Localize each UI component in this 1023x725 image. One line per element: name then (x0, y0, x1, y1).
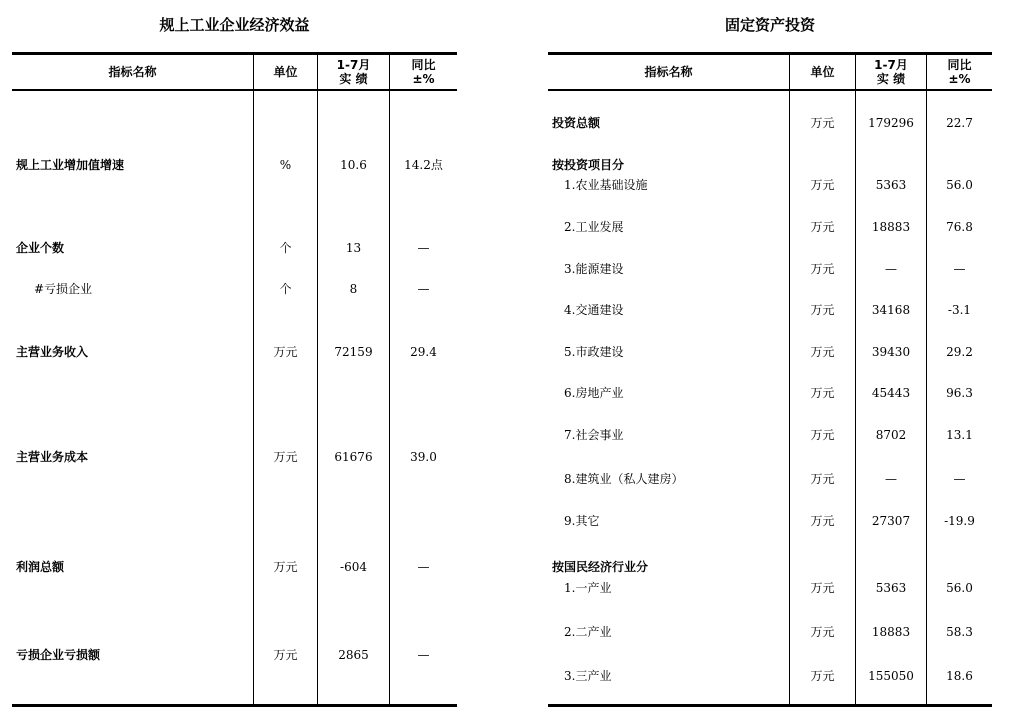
row-unit: 万元 (810, 345, 835, 359)
row-label: 亏损企业亏损额 (16, 648, 101, 662)
row-label: 8.建筑业（私人建房） (564, 472, 684, 486)
column-divider (253, 55, 254, 704)
column-divider (389, 55, 390, 704)
header-period: 1-7月 实 绩 (336, 58, 371, 86)
row-yoy: -3.1 (947, 303, 972, 317)
fixed-asset-investment-panel (548, 0, 992, 725)
row-yoy: 14.2点 (404, 158, 443, 172)
row-yoy: 56.0 (946, 178, 973, 192)
row-label: #亏损企业 (34, 282, 93, 296)
row-yoy: — (417, 282, 430, 296)
row-unit: 万元 (273, 560, 298, 574)
row-yoy: — (417, 648, 430, 662)
row-unit: 万元 (810, 472, 835, 486)
row-yoy: 39.0 (410, 450, 437, 464)
row-label: 投资总额 (552, 116, 601, 130)
row-yoy: — (953, 262, 966, 276)
row-yoy: 18.6 (946, 669, 973, 683)
row-yoy: 58.3 (946, 625, 973, 639)
row-value: — (885, 472, 897, 486)
row-label: 4.交通建设 (564, 303, 624, 317)
column-divider (855, 55, 856, 704)
row-unit: 万元 (810, 262, 835, 276)
row-unit: 万元 (273, 345, 298, 359)
row-value: -604 (340, 560, 367, 574)
row-label: 5.市政建设 (564, 345, 624, 359)
row-value: 39430 (871, 345, 911, 359)
industrial-benefit-panel (12, 0, 457, 725)
row-label: 主营业务收入 (16, 345, 89, 359)
row-yoy: -19.9 (944, 514, 975, 528)
row-unit: 万元 (810, 581, 835, 595)
row-label: 7.社会事业 (564, 428, 624, 442)
column-divider (789, 55, 790, 704)
row-unit: 个 (279, 282, 292, 296)
row-label: 主营业务成本 (16, 450, 89, 464)
row-value: 72159 (334, 345, 373, 359)
row-label: 3.三产业 (564, 669, 612, 683)
header-yoy: 同比 ±% (947, 58, 972, 86)
row-value: 179296 (868, 116, 914, 130)
section-heading-industry: 按国民经济行业分 (552, 560, 649, 574)
row-unit: 万元 (810, 514, 835, 528)
column-divider (926, 55, 927, 704)
header-unit: 单位 (273, 65, 298, 79)
row-value: 2865 (338, 648, 369, 662)
row-unit: 万元 (810, 428, 835, 442)
row-unit: 万元 (810, 303, 835, 317)
header-unit: 单位 (810, 65, 835, 79)
header-bottom-rule (12, 89, 457, 91)
row-unit: 万元 (810, 386, 835, 400)
row-unit: 万元 (810, 669, 835, 683)
row-unit: 万元 (810, 220, 835, 234)
row-value: — (885, 262, 897, 276)
row-unit: 万元 (810, 116, 835, 130)
header-period: 1-7月 实 绩 (874, 58, 908, 86)
row-unit: % (279, 158, 292, 172)
row-value: 155050 (868, 669, 914, 683)
row-yoy: 29.2 (946, 345, 973, 359)
row-value: 61676 (334, 450, 373, 464)
row-label: 2.二产业 (564, 625, 612, 639)
header-yoy: 同比 ±% (411, 58, 436, 86)
row-label: 企业个数 (16, 241, 65, 255)
row-yoy: 29.4 (410, 345, 437, 359)
row-label: 9.其它 (564, 514, 600, 528)
row-value: 5363 (875, 581, 907, 595)
row-label: 6.房地产业 (564, 386, 624, 400)
row-unit: 万元 (273, 648, 298, 662)
row-yoy: — (953, 472, 966, 486)
column-divider (317, 55, 318, 704)
row-label: 2.工业发展 (564, 220, 624, 234)
panel-title: 规上工业企业经济效益 (159, 16, 310, 34)
row-value: 45443 (871, 386, 911, 400)
header-name: 指标名称 (108, 65, 157, 79)
row-value: 27307 (871, 514, 911, 528)
table-bottom-rule (12, 704, 457, 707)
row-value: 18883 (871, 220, 911, 234)
table-bottom-rule (548, 704, 992, 707)
row-yoy: 96.3 (946, 386, 973, 400)
row-unit: 万元 (273, 450, 298, 464)
row-value: 13 (345, 241, 362, 255)
section-heading-project: 按投资项目分 (552, 158, 625, 172)
row-label: 3.能源建设 (564, 262, 624, 276)
row-value: 8 (349, 282, 358, 296)
row-yoy: 13.1 (946, 428, 973, 442)
row-yoy: — (417, 560, 430, 574)
row-unit: 万元 (810, 625, 835, 639)
row-value: 5363 (875, 178, 907, 192)
row-label: 1.一产业 (564, 581, 612, 595)
row-label: 规上工业增加值增速 (16, 158, 125, 172)
row-yoy: 76.8 (946, 220, 973, 234)
row-unit: 个 (279, 241, 292, 255)
row-unit: 万元 (810, 178, 835, 192)
panel-title: 固定资产投资 (724, 16, 815, 34)
row-value: 10.6 (340, 158, 367, 172)
row-value: 8702 (875, 428, 907, 442)
row-yoy: — (417, 241, 430, 255)
row-label: 1.农业基础设施 (564, 178, 648, 192)
row-value: 18883 (871, 625, 911, 639)
row-yoy: 22.7 (946, 116, 973, 130)
row-label: 利润总额 (16, 560, 65, 574)
header-name: 指标名称 (644, 65, 693, 79)
row-value: 34168 (871, 303, 911, 317)
row-yoy: 56.0 (946, 581, 973, 595)
